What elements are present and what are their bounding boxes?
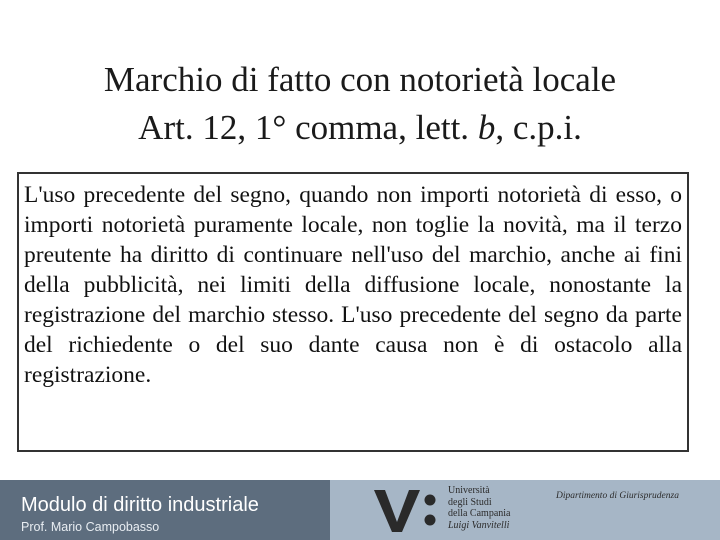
university-name-line: della Campania: [448, 508, 511, 519]
slide-title: [0, 56, 720, 152]
professor-name: Prof. Mario Campobasso: [21, 520, 160, 534]
university-name-line: degli Studi: [448, 496, 492, 508]
title-line-2-italic: b: [477, 108, 496, 147]
footer-course-panel: [0, 480, 330, 540]
university-name-line: Università: [448, 485, 490, 496]
university-v-logo-icon: [370, 486, 440, 534]
footer-bar: [0, 480, 720, 540]
university-name-line: Luigi Vanvitelli: [448, 519, 510, 531]
department-name: Dipartimento di Giurisprudenza: [556, 491, 679, 501]
title-line-2-suffix: , c.p.i.: [495, 108, 582, 147]
body-text-box: L'uso precedente del segno, quando non importi notorietà di esso, o importi notorietà puramente locale, non toglie la novità, ma il terzo preutente ha diritto di continuare nell'uso del marchio, anche ai fini della pubblicità, nei limiti della diffusione locale, nonostante la registrazione del marchio stesso. L'uso precedente del segno da parte del richiedente o del suo dante causa non è di ostacolo alla registrazione.: [17, 172, 689, 452]
university-name: [448, 485, 538, 531]
course-name: Modulo di diritto industriale: [21, 494, 259, 516]
title-line-2-prefix: Art. 12, 1° comma, lett.: [138, 108, 478, 147]
title-line-2: [0, 104, 720, 152]
title-line-1: Marchio di fatto con notorietà locale: [103, 60, 617, 99]
